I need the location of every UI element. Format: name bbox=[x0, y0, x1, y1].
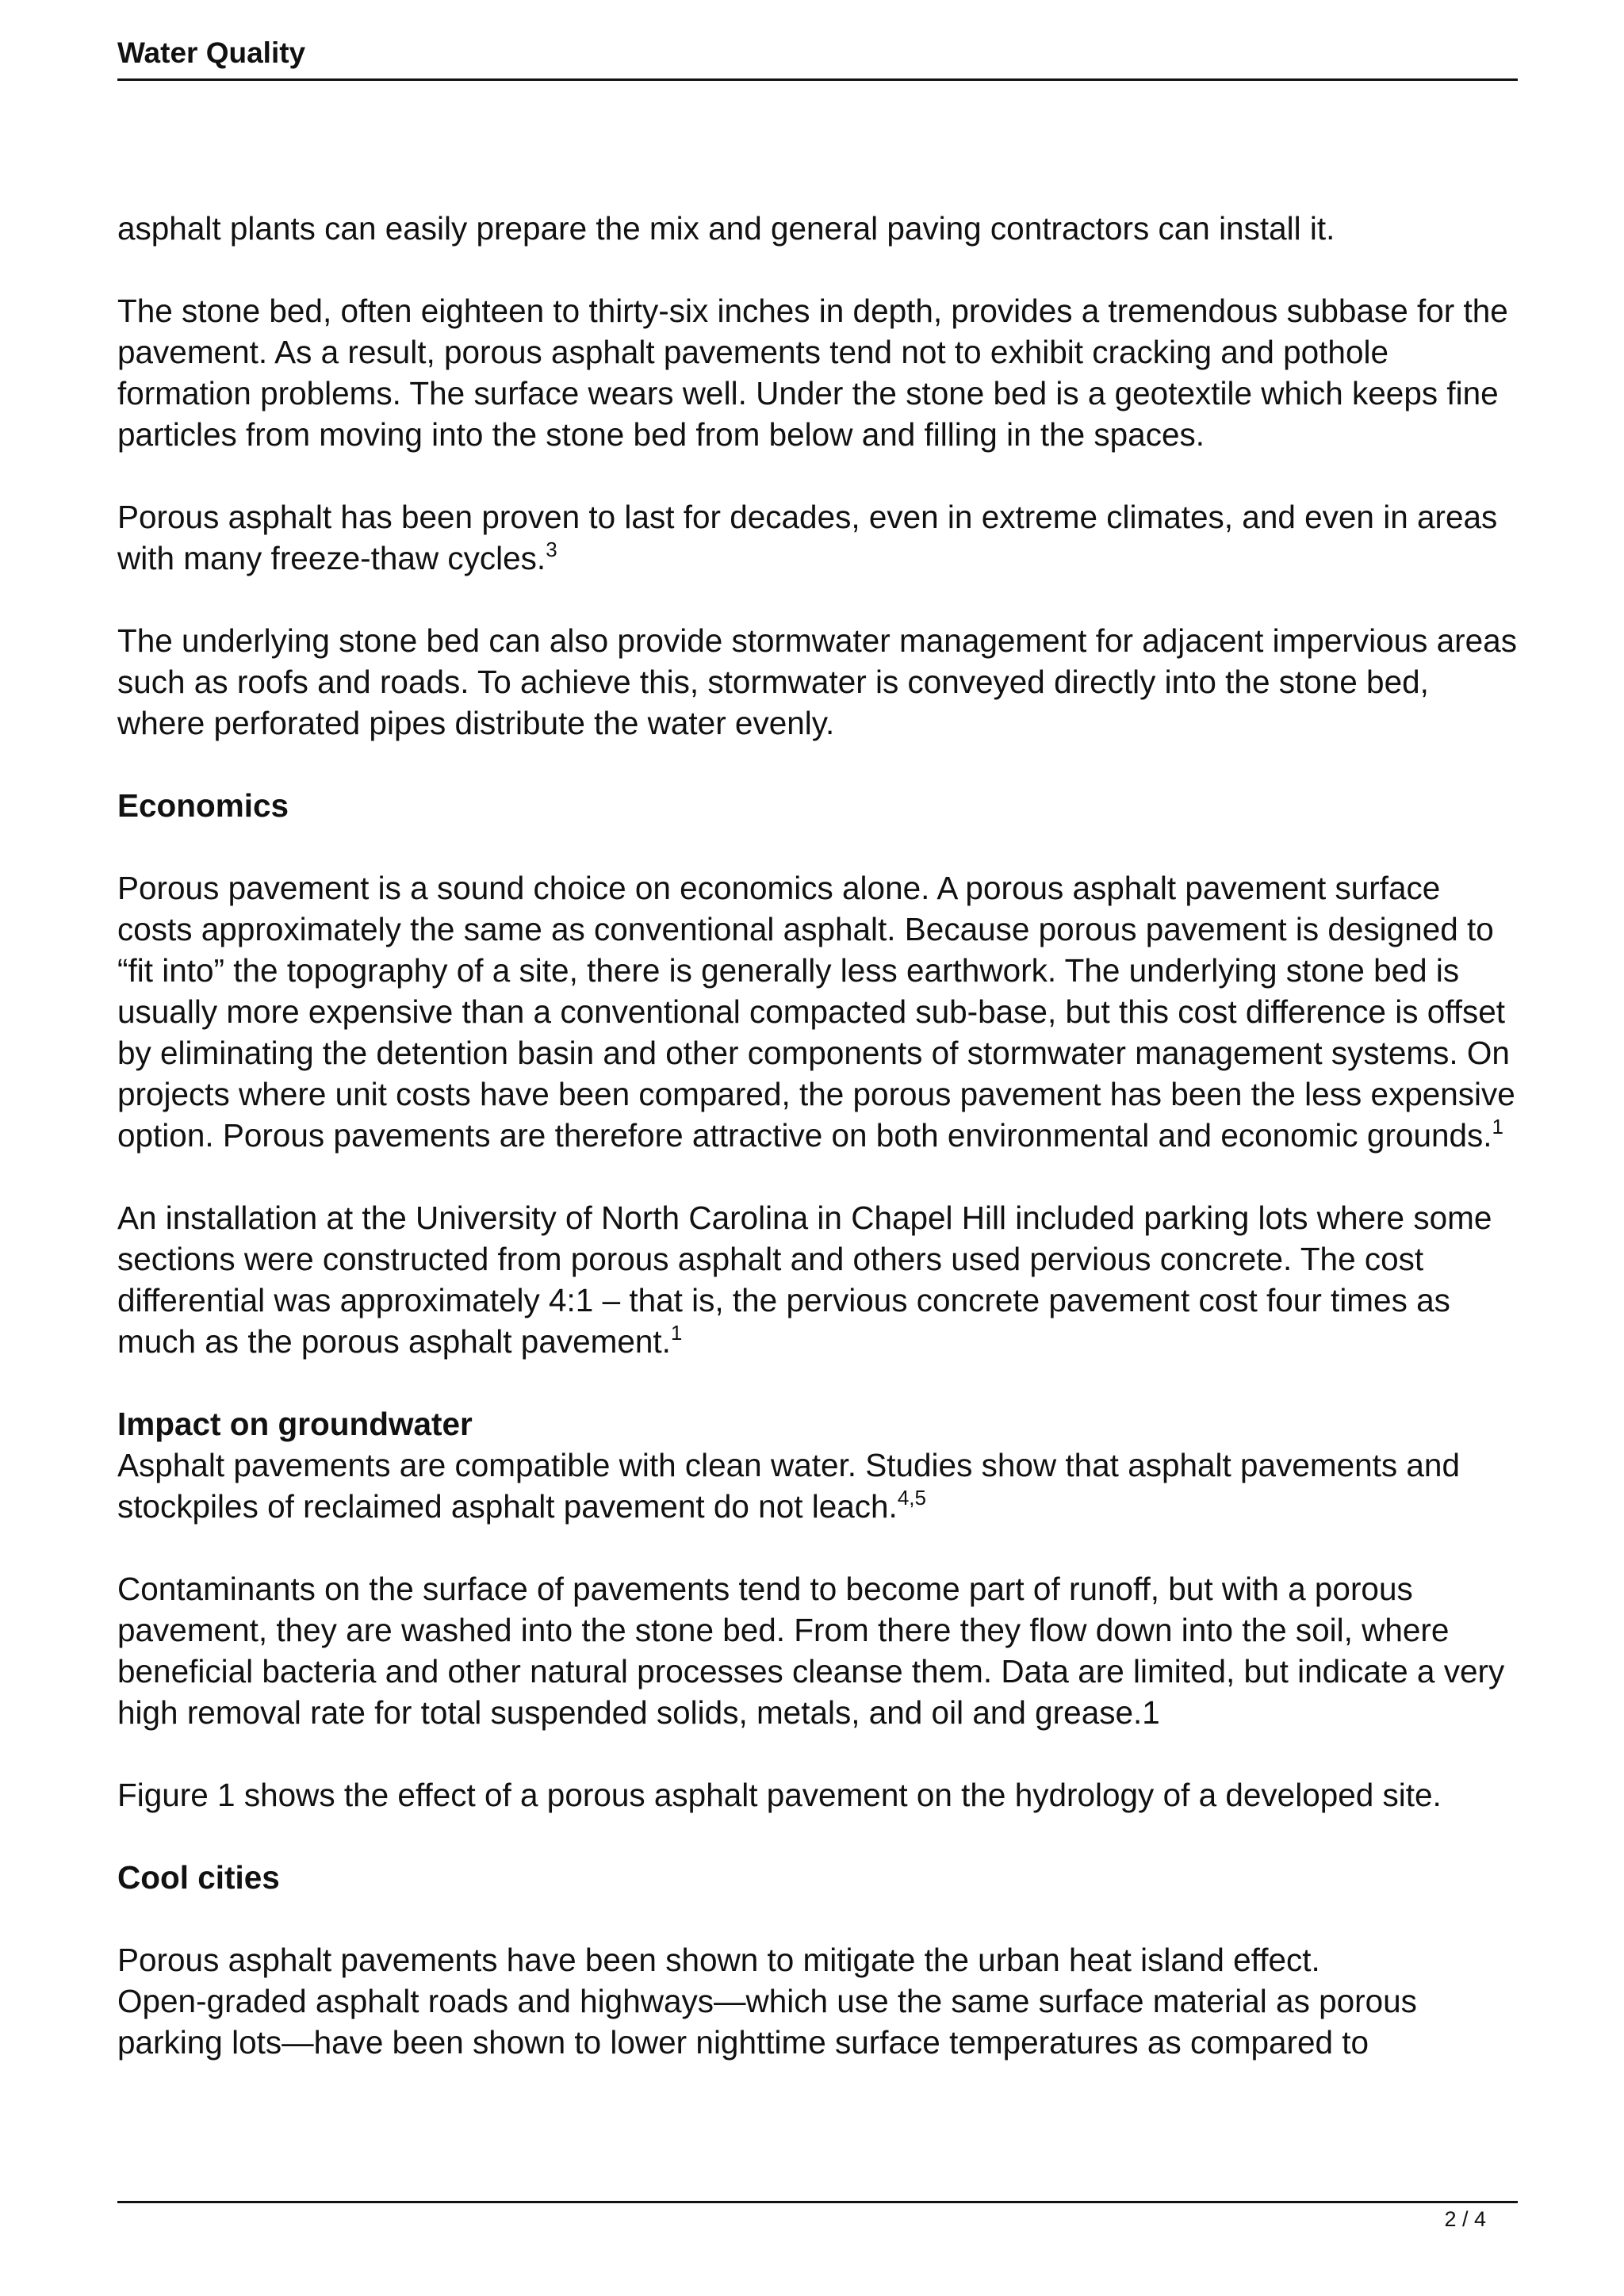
paragraph-text: Asphalt pavements are compatible with clean water. Studies show that asphalt pavements and stockpiles of reclaimed asphalt pavement do not leach. bbox=[117, 1447, 1460, 1525]
paragraph bbox=[117, 1197, 1521, 1362]
footer-divider bbox=[117, 2201, 1518, 2203]
paragraph-text: An installation at the University of North Carolina in Chapel Hill included parking lots where some sections were constructed from porous asphalt and others used pervious concrete. The cost differential was approximately 4:1 – that is, the pervious concrete pavement cost four times as much as the porous asphalt pavement. bbox=[117, 1200, 1492, 1360]
section-heading-cool-cities: Cool cities bbox=[117, 1859, 280, 1896]
paragraph bbox=[117, 1445, 1521, 1527]
paragraph-text: Open-graded asphalt roads and highways—which use the same surface material as porous parking lots—have been shown to lower nighttime surface temperatures as compared to bbox=[117, 1983, 1417, 2061]
section-heading-economics: Economics bbox=[117, 787, 289, 824]
paragraph bbox=[117, 867, 1521, 1156]
page-number: 2 / 4 bbox=[1444, 2207, 1486, 2231]
footnote-reference: 3 bbox=[546, 538, 557, 561]
paragraph: The underlying stone bed can also provide stormwater management for adjacent impervious areas such as roofs and roads. To achieve this, stormwater is conveyed directly into the stone bed, where perforated pipes distribute the water evenly. bbox=[117, 622, 1517, 741]
paragraph bbox=[117, 1939, 1521, 2063]
paragraph bbox=[117, 496, 1521, 579]
running-header-title: Water Quality bbox=[117, 36, 306, 69]
header-divider bbox=[117, 78, 1518, 81]
section-heading-groundwater: Impact on groundwater bbox=[117, 1406, 473, 1442]
paragraph: Figure 1 shows the effect of a porous asphalt pavement on the hydrology of a developed site. bbox=[117, 1777, 1442, 1813]
paragraph: The stone bed, often eighteen to thirty-six inches in depth, provides a tremendous subbase for the pavement. As a result, porous asphalt pavements tend not to exhibit cracking and pothole formation problems. The surface wears well. Under the stone bed is a geotextile which keeps fine particles from moving into the stone bed from below and filling in the spaces. bbox=[117, 293, 1508, 453]
paragraph-text: Porous asphalt pavements have been shown to mitigate the urban heat island effect. bbox=[117, 1942, 1320, 1978]
footnote-reference: 1 bbox=[670, 1321, 683, 1345]
paragraph-text: Porous pavement is a sound choice on economics alone. A porous asphalt pavement surface costs approximately the same as conventional asphalt. Because porous pavement is designed to “fit into” the topography of a site, there is generally less earthwork. The underlying stone bed is usually more expensive than a conventional compacted sub-base, but this cost difference is offset by eliminating the detention basin and other components of stormwater management systems. On projects where unit costs have been compared, the porous pavement has been the less expensive option. Porous pavements are therefore attractive on both environmental and economic grounds. bbox=[117, 870, 1515, 1154]
paragraph: Contaminants on the surface of pavements tend to become part of runoff, but with a porous pavement, they are washed into the stone bed. From there they flow down into the soil, where beneficial bacteria and other natural processes cleanse them. Data are limited, but indicate a very high removal rate for total suspended solids, metals, and oil and grease.1 bbox=[117, 1571, 1505, 1731]
footnote-reference: 1 bbox=[1492, 1115, 1503, 1138]
document-body bbox=[117, 208, 1521, 2104]
paragraph: asphalt plants can easily prepare the mix and general paving contractors can install it. bbox=[117, 210, 1335, 247]
paragraph-text: Porous asphalt has been proven to last for decades, even in extreme climates, and even in areas with many freeze-thaw cycles. bbox=[117, 499, 1498, 576]
footnote-reference: 4,5 bbox=[897, 1486, 926, 1510]
